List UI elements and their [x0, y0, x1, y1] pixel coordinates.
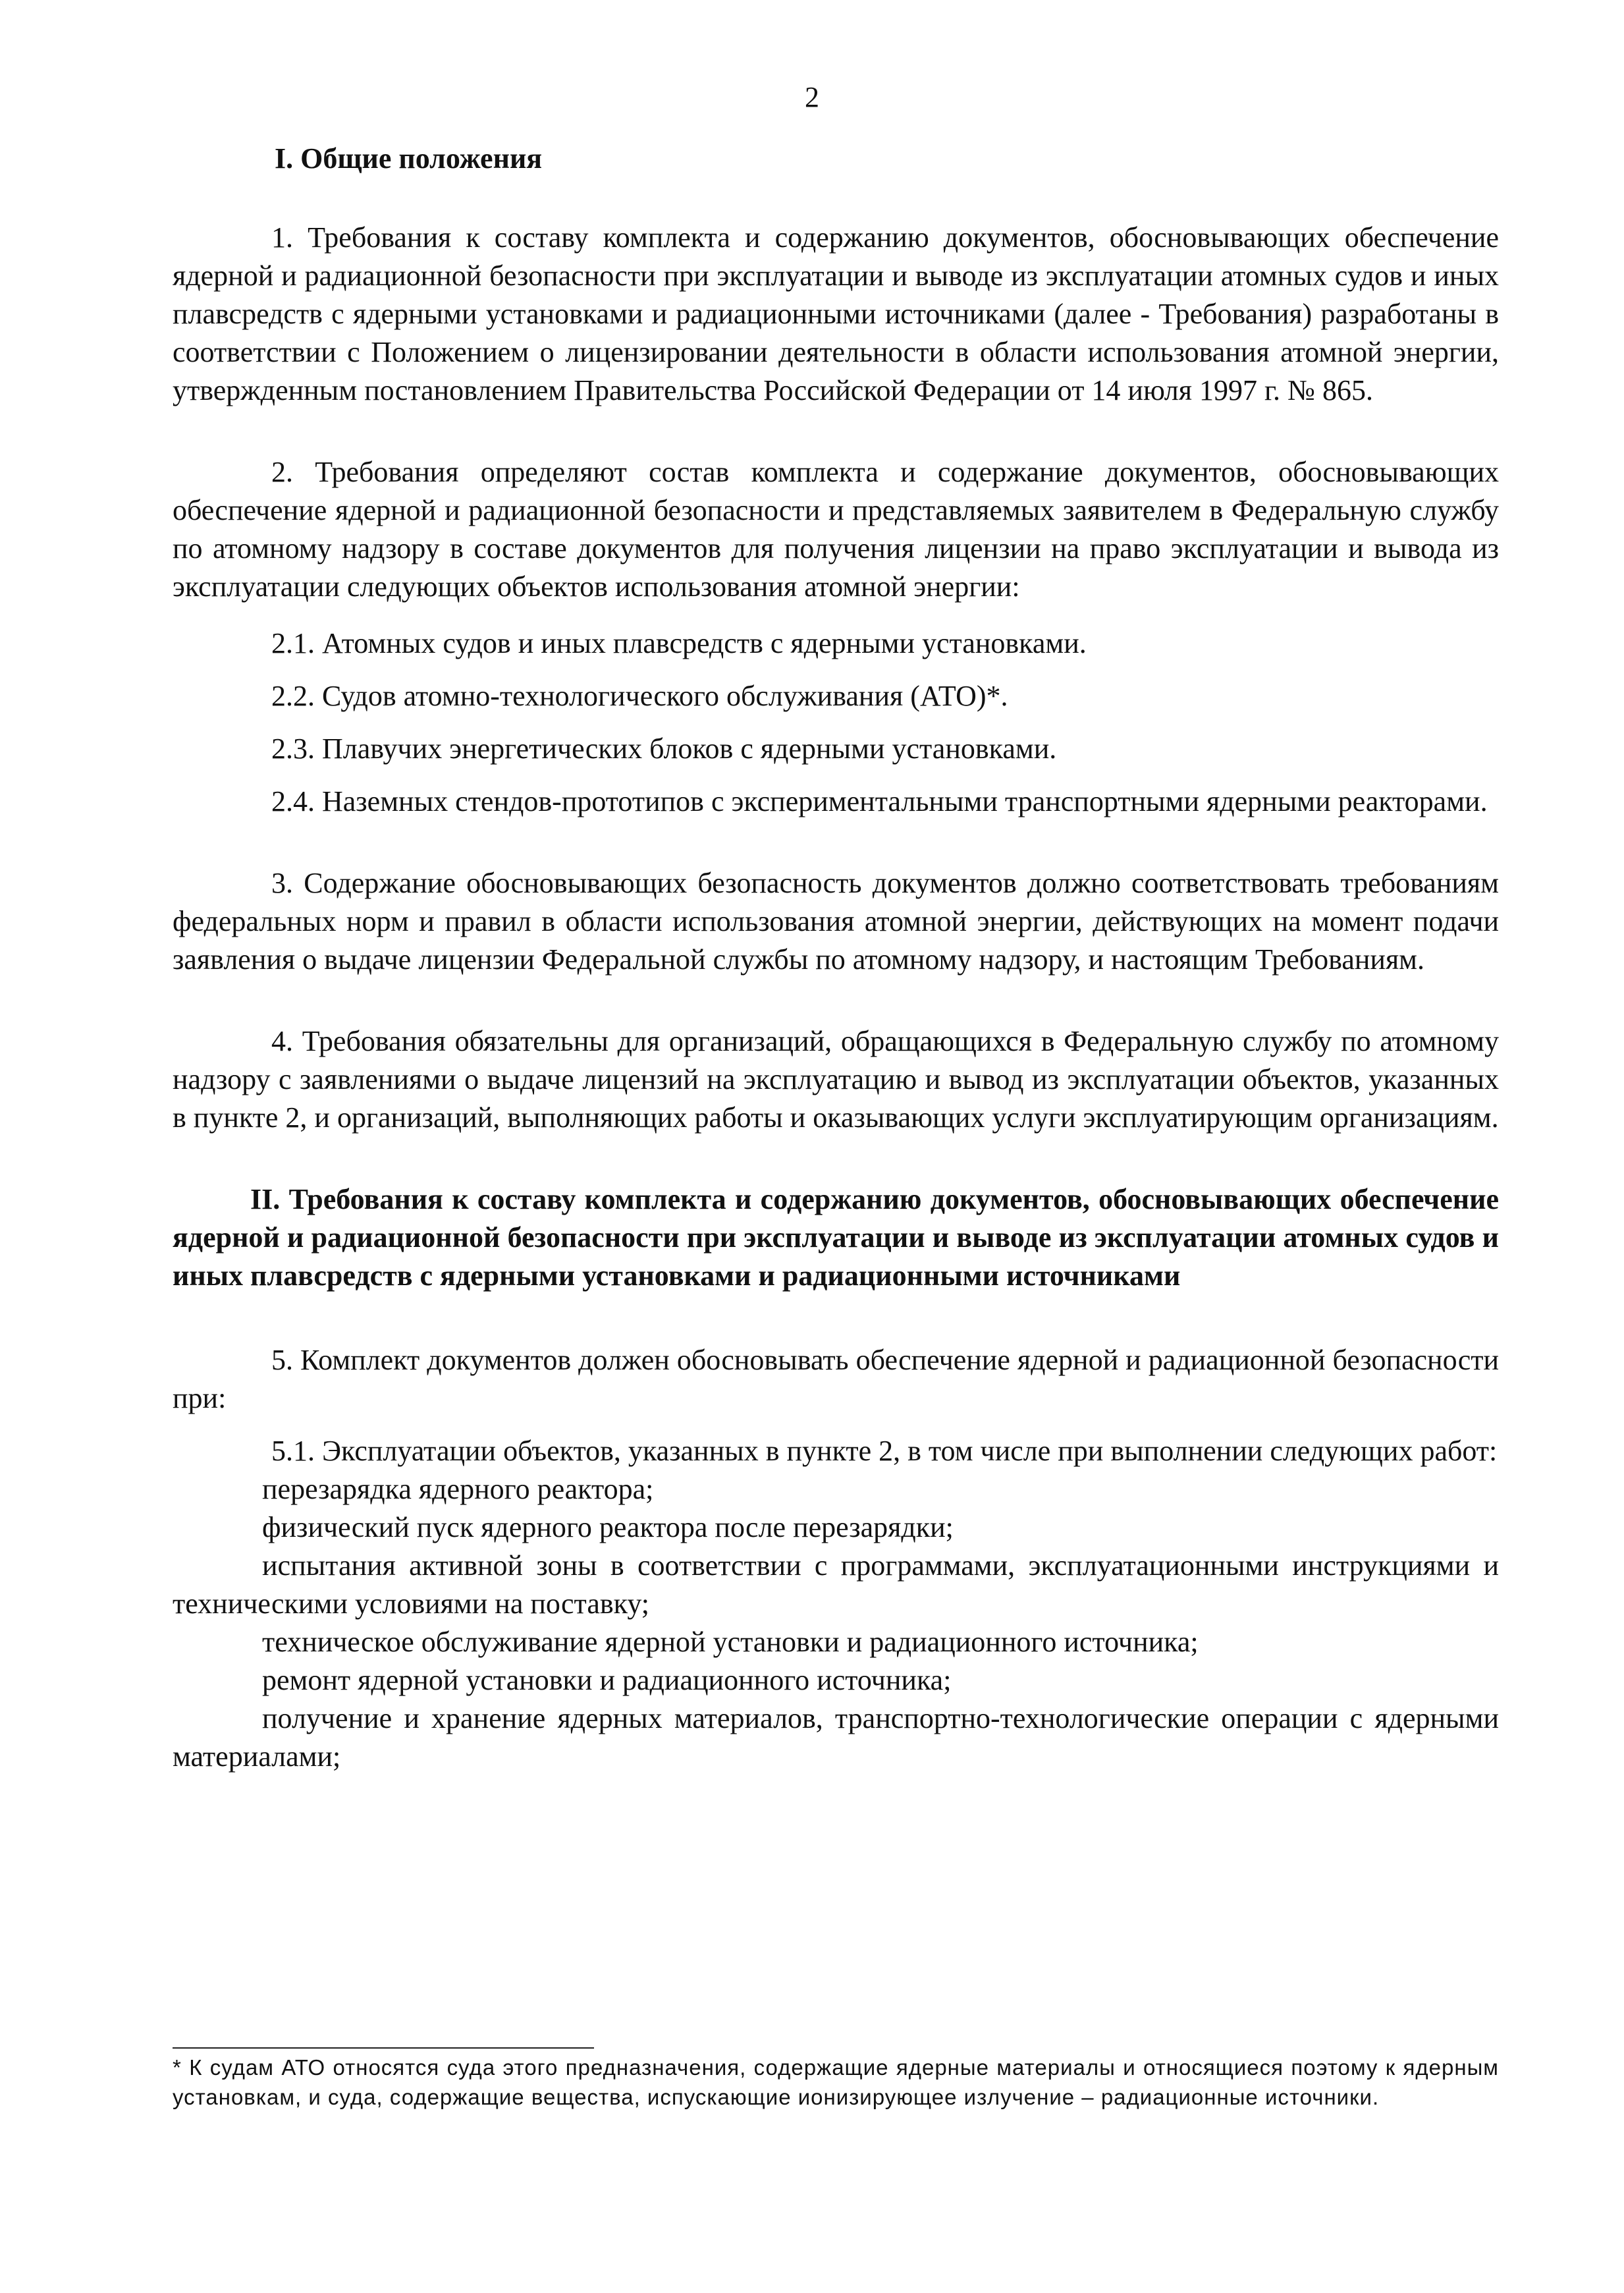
list-item: ремонт ядерной установки и радиационного источника;: [262, 1664, 952, 1696]
page-number: 2: [805, 81, 819, 113]
paragraph-4: 4. Требования обязательны для организаций, обращающихся в Федеральную службу по атомному надзору с заявлениями о выдаче лицензий на эксплуатацию и вывод из эксплуатации объектов, указанных в пункте 2, и организаций, выполняющих работы и оказывающих услуги эксплуатирующим организациям.: [173, 1025, 1499, 1134]
list-item: физический пуск ядерного реактора после перезарядки;: [262, 1511, 954, 1543]
list-item: испытания активной зоны в соответствии с программами, эксплуатационными инструкциями и техническими условиями на поставку;: [173, 1549, 1499, 1620]
list-item: техническое обслуживание ядерной установки и радиационного источника;: [262, 1626, 1199, 1658]
paragraph-5: 5. Комплект документов должен обосновывать обеспечение ядерной и радиационной безопасности при:: [173, 1344, 1499, 1414]
list-item: перезарядка ядерного реактора;: [262, 1473, 654, 1505]
paragraph-2-1: 2.1. Атомных судов и иных плавсредств с ядерными установками.: [271, 627, 1087, 659]
section-1-heading: I. Общие положения: [275, 142, 543, 175]
footnote-divider: [173, 2047, 594, 2049]
footnote: * К судам АТО относятся суда этого предназначения, содержащие ядерные материалы и относящиеся поэтому к ядерным установкам, и суда, содержащие вещества, испускающие ионизирующее излучение – радиационные источники.: [173, 2055, 1499, 2109]
section-2-heading: II. Требования к составу комплекта и содержанию документов, обосновывающих обеспечение ядерной и радиационной безопасности при эксплуатации и выводе из эксплуатации атомных судов и иных плавсредств с ядерными установками и радиационными источниками: [173, 1183, 1499, 1292]
paragraph-2: 2. Требования определяют состав комплекта и содержание документов, обосновывающих обеспечение ядерной и радиационной безопасности и представляемых заявителем в Федеральную службу по атомному надзору в составе документов для получения лицензии на право эксплуатации и вывода из эксплуатации следующих объектов использования атомной энергии:: [173, 456, 1499, 603]
paragraph-2-3: 2.3. Плавучих энергетических блоков с ядерными установками.: [271, 732, 1057, 765]
document-body: [173, 140, 1499, 1776]
paragraph-1: 1. Требования к составу комплекта и содержанию документов, обосновывающих обеспечение ядерной и радиационной безопасности при эксплуатации и выводе из эксплуатации атомных судов и иных плавсредств с ядерными установками и радиационными источниками (далее - Требования) разработаны в соответствии с Положением о лицензировании деятельности в области использования атомной энергии, утвержденным постановлением Правительства Российской Федерации от 14 июля 1997 г. № 865.: [173, 221, 1499, 406]
paragraph-3: 3. Содержание обосновывающих безопасность документов должно соответствовать требованиям федеральных норм и правил в области использования атомной энергии, действующих на момент подачи заявления о выдаче лицензии Федеральной службы по атомному надзору, и настоящим Требованиям.: [173, 867, 1499, 976]
paragraph-2-2: 2.2. Судов атомно-технологического обслуживания (АТО)*.: [271, 680, 1008, 712]
paragraph-5-1: 5.1. Эксплуатации объектов, указанных в пункте 2, в том числе при выполнении следующих работ:: [271, 1435, 1498, 1467]
paragraph-2-4: 2.4. Наземных стендов-прототипов с экспериментальными транспортными ядерными реакторами.: [271, 785, 1488, 817]
list-item: получение и хранение ядерных материалов, транспортно-технологические операции с ядерными материалами;: [173, 1702, 1499, 1773]
